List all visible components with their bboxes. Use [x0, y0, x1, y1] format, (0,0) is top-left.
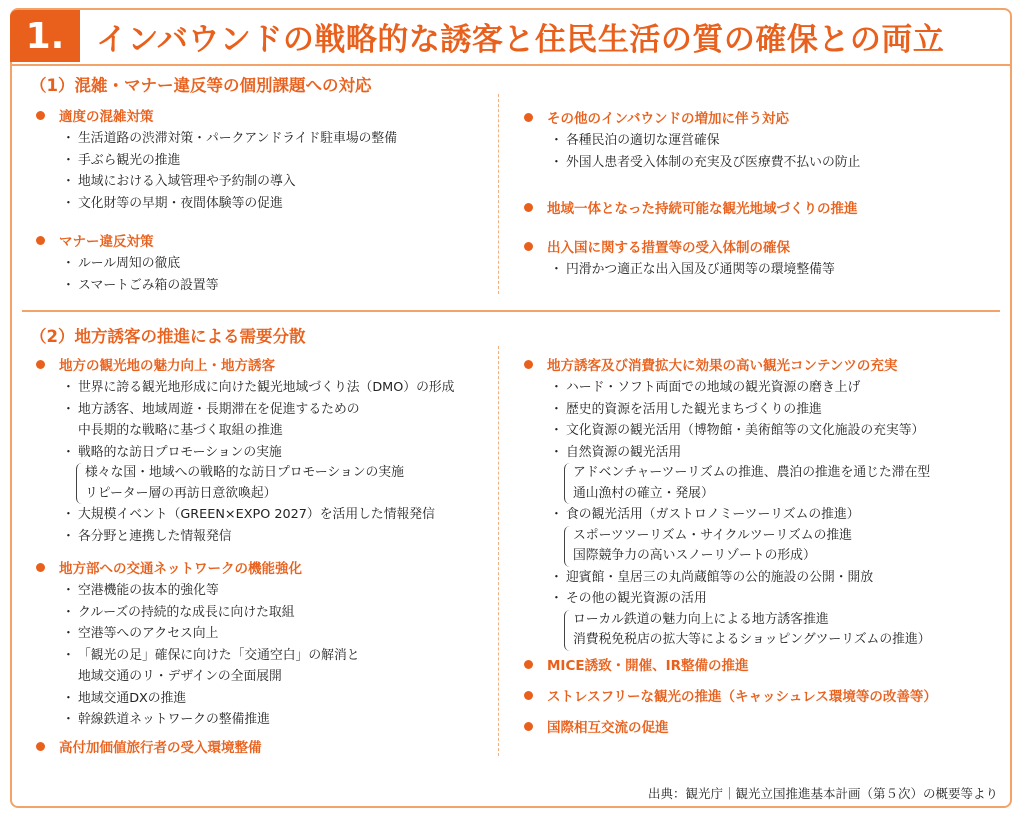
bullet-dot-icon — [36, 742, 45, 751]
tourism-content-list — [550, 377, 931, 651]
heading-sustainable: 地域一体となった持続可能な観光地域づくりの推進 — [524, 196, 858, 218]
list-item-continued: 地域交通のリ・デザインの全面展開 — [78, 669, 282, 684]
header — [10, 8, 1012, 64]
sub-item: スポーツツーリズム・サイクルツーリズムの推進 — [573, 527, 852, 543]
section1-title: （1）混雑・マナー違反等の個別課題への対応 — [30, 76, 372, 95]
bullet-dot-icon — [524, 360, 533, 369]
bullet-dot-icon — [36, 236, 45, 245]
section2-left-g1 — [36, 353, 454, 547]
list-item: ・ 大規模イベント（GREEN×EXPO 2027）を活用した情報発信 — [62, 507, 435, 522]
bullet-dot-icon — [36, 111, 45, 120]
bullet-dot-icon — [524, 722, 533, 731]
heading-stress-free: ストレスフリーな観光の推進（キャッシュレス環境等の改善等） — [524, 684, 937, 706]
list-item: ・ 世界に誇る観光地形成に向けた観光地域づくり法（DMO）の形成 — [62, 380, 455, 395]
other-inbound-list — [550, 130, 860, 173]
sub-item: 消費税免税店の拡大等によるショッピングツーリズムの推進） — [573, 632, 931, 647]
list-item: ・ 戦略的な訪日プロモーションの実施 — [62, 444, 282, 460]
bullet-dot-icon — [36, 563, 45, 572]
section2-title: （2）地方誘客の推進による需要分散 — [30, 327, 306, 346]
manners-list — [62, 253, 219, 296]
list-item: ・ 各種民泊の適切な運営確保 — [550, 133, 720, 148]
heading-mice: MICE誘致・開催、IR整備の推進 — [524, 653, 749, 675]
section-number-badge: 1. — [10, 10, 80, 62]
list-item: ・ 文化資源の観光活用（博物館・美術館等の文化施設の充実等） — [550, 423, 925, 438]
heading-transport-network: 地方部への交通ネットワークの機能強化 — [36, 556, 360, 578]
list-item: ・ 各分野と連携した情報発信 — [62, 528, 232, 544]
bullet-dot-icon — [524, 691, 533, 700]
list-item: ・ ルール周知の徹底 — [62, 256, 181, 271]
list-item: ・ 食の観光活用（ガストロノミーツーリズムの推進） — [550, 507, 860, 522]
section-divider — [22, 310, 1000, 312]
list-item: ・ 文化財等の早期・夜間体験等の促進 — [62, 195, 283, 211]
heading-high-value-travelers: 高付加価値旅行者の受入環境整備 — [36, 735, 262, 757]
list-item: ・ スマートごみ箱の設置等 — [62, 277, 219, 293]
heading-tourism-content: 地方誘客及び消費拡大に効果の高い観光コンテンツの充実 — [524, 353, 931, 375]
section2-left-g2 — [36, 556, 360, 731]
section2-left-g3 — [36, 735, 262, 757]
list-item: ・ 地域交通DXの推進 — [62, 690, 187, 706]
list-item: ・ 空港等へのアクセス向上 — [62, 626, 219, 641]
sub-list — [62, 463, 454, 504]
congestion-list — [62, 128, 397, 214]
section2-right-g1 — [524, 353, 931, 651]
list-item: ・ 地域における入域管理や予約制の導入 — [62, 174, 296, 189]
bullet-dot-icon — [524, 242, 533, 251]
section1-right-sustainable — [524, 196, 858, 218]
heading-regional-attraction: 地方の観光地の魅力向上・地方誘客 — [36, 353, 454, 375]
list-item: ・ 空港機能の抜本的強化等 — [62, 583, 219, 598]
page-title: インバウンドの戦略的な誘客と住民生活の質の確保との両立 — [96, 21, 945, 58]
list-item: ・ 円滑かつ適正な出入国及び通関等の環境整備等 — [550, 262, 835, 277]
list-item: ・ 生活道路の渋滞対策・パークアンドライド駐車場の整備 — [62, 131, 398, 146]
bullet-dot-icon — [524, 203, 533, 212]
heading-manners: マナー違反対策 — [36, 229, 219, 251]
section1-right — [524, 106, 860, 173]
list-item: ・ 歴史的資源を活用した観光まちづくりの推進 — [550, 401, 822, 417]
bullet-dot-icon — [524, 113, 533, 122]
bullet-dot-icon — [524, 660, 533, 669]
list-item: ・ 地方誘客、地域周遊・長期滞在を促進するための — [62, 401, 360, 417]
source-citation: 出典：観光庁｜観光立国推進基本計画（第５次）の概要等より — [647, 786, 998, 801]
sub-item: リピーター層の再訪日意欲喚起） — [85, 485, 277, 501]
list-item-continued: 中長期的な戦略に基づく取組の推進 — [78, 423, 283, 438]
section1-left-manners — [36, 229, 219, 296]
sub-list — [550, 463, 931, 504]
bullet-dot-icon — [36, 360, 45, 369]
list-item: ・ 迎賓館・皇居三の丸尚蔵館等の公的施設の公開・開放 — [550, 569, 874, 585]
immigration-list — [550, 259, 835, 281]
list-item: ・ ハード・ソフト両面での地域の観光資源の磨き上げ — [550, 380, 861, 395]
list-item: ・ クルーズの持続的な成長に向けた取組 — [62, 604, 295, 620]
transport-network-list — [62, 580, 360, 731]
section1-left — [36, 104, 397, 214]
section2-column-divider — [498, 346, 499, 756]
list-item: ・ 幹線鉄道ネットワークの整備推進 — [62, 712, 270, 727]
list-item: ・ 手ぶら観光の推進 — [62, 152, 181, 168]
sub-item: 国際競争力の高いスノーリゾートの形成） — [573, 548, 816, 563]
sub-list — [550, 526, 931, 567]
sub-item: 通山漁村の確立・発展） — [573, 485, 714, 501]
section1-right-immigration — [524, 235, 835, 281]
regional-attraction-list — [62, 377, 454, 547]
sub-item: ローカル鉄道の魅力向上による地方誘客推進 — [573, 611, 829, 627]
list-item: ・ 自然資源の観光活用 — [550, 444, 682, 460]
list-item: ・ 外国人患者受入体制の充実及び医療費不払いの防止 — [550, 154, 861, 170]
sub-item: 様々な国・地域への戦略的な訪日プロモーションの実施 — [85, 465, 404, 480]
section2-right-g2 — [524, 653, 749, 675]
list-item: ・ 「観光の足」確保に向けた「交通空白」の解消と — [62, 647, 360, 663]
section1-column-divider — [498, 94, 499, 294]
sub-list — [550, 610, 931, 651]
heading-immigration: 出入国に関する措置等の受入体制の確保 — [524, 235, 835, 257]
section2-right-g4 — [524, 715, 669, 737]
section2-right-g3 — [524, 684, 937, 706]
header-divider — [10, 64, 1012, 66]
heading-international-exchange: 国際相互交流の促進 — [524, 715, 669, 737]
heading-congestion: 適度の混雑対策 — [36, 104, 397, 126]
list-item: ・ その他の観光資源の活用 — [550, 591, 707, 606]
heading-other-inbound: その他のインバウンドの増加に伴う対応 — [524, 106, 860, 128]
sub-item: アドベンチャーツーリズムの推進、農泊の推進を通じた滞在型 — [573, 465, 931, 480]
